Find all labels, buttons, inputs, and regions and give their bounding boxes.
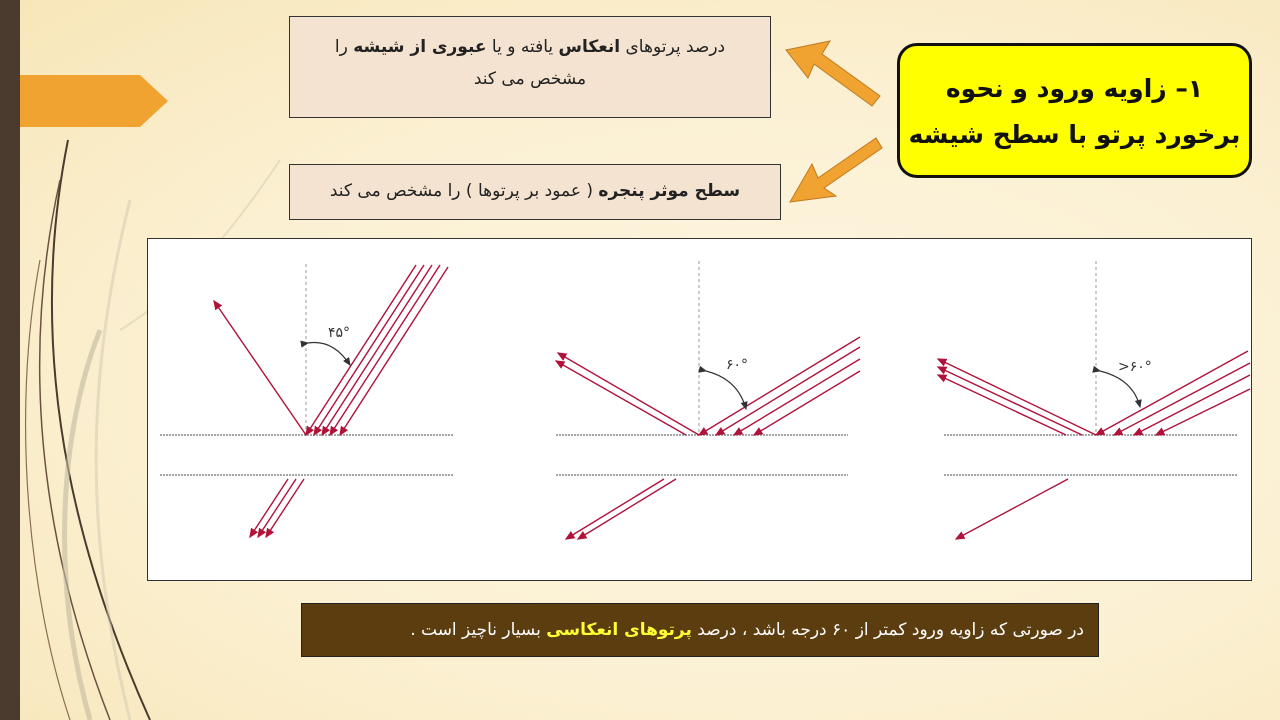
- note-text-2: بسیار ناچیز است .: [410, 620, 547, 640]
- panel-45-degrees: [160, 264, 453, 537]
- note-highlight-reflected-rays: پرتوهای انعکاسی: [546, 620, 692, 640]
- arrow-up-left-icon: [780, 36, 885, 111]
- top-box-text-2: یافته و یا: [486, 37, 559, 57]
- effective-window-area-box: [289, 164, 781, 220]
- title-line-2: برخورد پرتو با سطح شیشه: [908, 120, 1241, 149]
- angle-label-60: ۶۰°: [726, 357, 749, 373]
- top-box-text-1: درصد پرتوهای: [620, 37, 726, 57]
- arrow-down-left-icon: [782, 134, 887, 214]
- note-text-1: در صورتی که زاویه ورود کمتر از ۶۰ درجه باشد ، درصد: [691, 620, 1084, 640]
- top-box-line-2: مشخص می کند: [473, 69, 587, 89]
- orange-tab-marker: [20, 75, 168, 127]
- panel-60-degrees: [556, 261, 860, 539]
- panel-over-60-degrees: [938, 261, 1250, 539]
- top-box-text-3: را: [334, 37, 354, 57]
- angle-label-45: ۴۵°: [328, 325, 351, 341]
- conclusion-note: [301, 603, 1099, 657]
- reflection-transmission-box: [289, 16, 771, 118]
- glass-incidence-figure: [147, 238, 1252, 581]
- top-box-bold-transmission: عبوری از شیشه: [353, 37, 487, 57]
- title-box: [897, 43, 1252, 178]
- second-box-text: ( عمود بر پرتوها ) را مشخص می کند: [329, 181, 599, 201]
- ray-diagram: [148, 239, 1253, 582]
- title-line-1: ۱– زاویه ورود و نحوه: [945, 74, 1204, 103]
- angle-label-over-60: >۶۰°: [1118, 359, 1152, 375]
- top-box-bold-reflection: انعکاس: [558, 37, 621, 57]
- second-box-bold: سطح موثر پنجره: [598, 181, 741, 201]
